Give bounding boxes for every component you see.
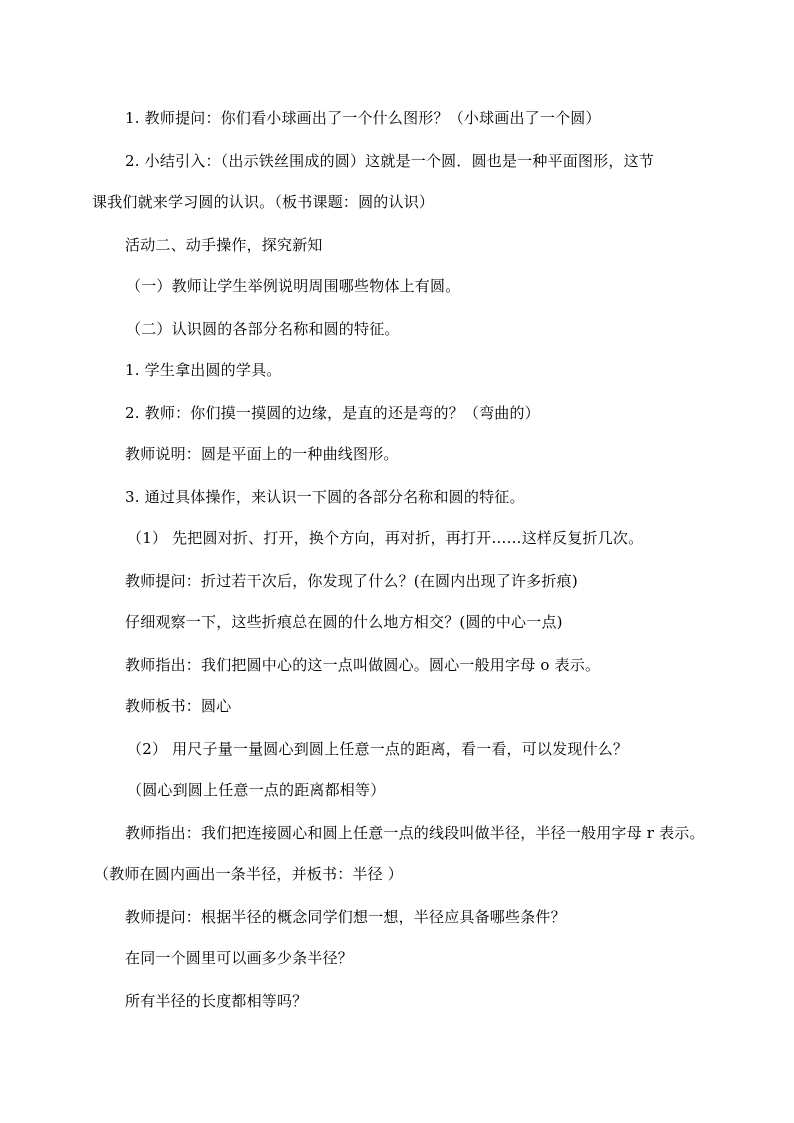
text-line-9: 教师说明：圆是平面上的一种曲线图形。	[125, 445, 399, 463]
text-line-22: 所有半径的长度都相等吗？	[125, 992, 308, 1010]
text-line-8: 2. 教师：你们摸一摸圆的边缘，是直的还是弯的？（弯曲的）	[125, 404, 540, 422]
text-line-5: （一）教师让学生举例说明周围哪些物体上有圆。	[126, 277, 461, 295]
text-line-2: 2. 小结引入：（出示铁丝围成的圆）这就是一个圆．圆也是一种平面图形，这节	[125, 152, 654, 170]
text-line-17: （圆心到圆上任意一点的距离都相等）	[127, 781, 386, 799]
text-line-10: 3. 通过具体操作，来认识一下圆的各部分名称和圆的特征。	[125, 488, 525, 506]
text-line-3: 课我们就来学习圆的认识。（板书课题：圆的认识）	[92, 193, 435, 211]
text-line-20: 教师提问：根据半径的概念同学们想一想，半径应具备哪些条件？	[125, 908, 566, 926]
text-line-19: （教师在圆内画出一条半径，并板书：半径 ）	[94, 865, 403, 883]
text-line-14: 教师指出：我们把圆中心的这一点叫做圆心。圆心一般用字母 o 表示。	[125, 656, 601, 674]
text-line-11: （1） 先把圆对折、打开，换个方向，再对折，再打开……这样反复折几次。	[127, 529, 644, 547]
text-line-1: 1. 教师提问：你们看小球画出了一个什么图形？（小球画出了一个圆）	[125, 109, 601, 127]
section-heading: 活动二、动手操作，探究新知	[125, 236, 323, 254]
text-line-12: 教师提问：折过若干次后，你发现了什么？(在圆内出现了许多折痕)	[125, 572, 578, 590]
text-line-7: 1. 学生拿出圆的学具。	[125, 361, 282, 379]
text-line-6: （二）认识圆的各部分名称和圆的特征。	[126, 320, 400, 338]
text-line-13: 仔细观察一下，这些折痕总在圆的什么地方相交？(圆的中心一点)	[125, 613, 563, 631]
text-line-16: （2） 用尺子量一量圆心到圆上任意一点的距离，看一看，可以发现什么？	[127, 740, 629, 758]
text-line-21: 在同一个圆里可以画多少条半径？	[125, 949, 354, 967]
text-line-18: 教师指出：我们把连接圆心和圆上任意一点的线段叫做半径，半径一般用字母 r 表示。	[125, 824, 705, 842]
text-line-15: 教师板书：圆心	[125, 697, 232, 715]
